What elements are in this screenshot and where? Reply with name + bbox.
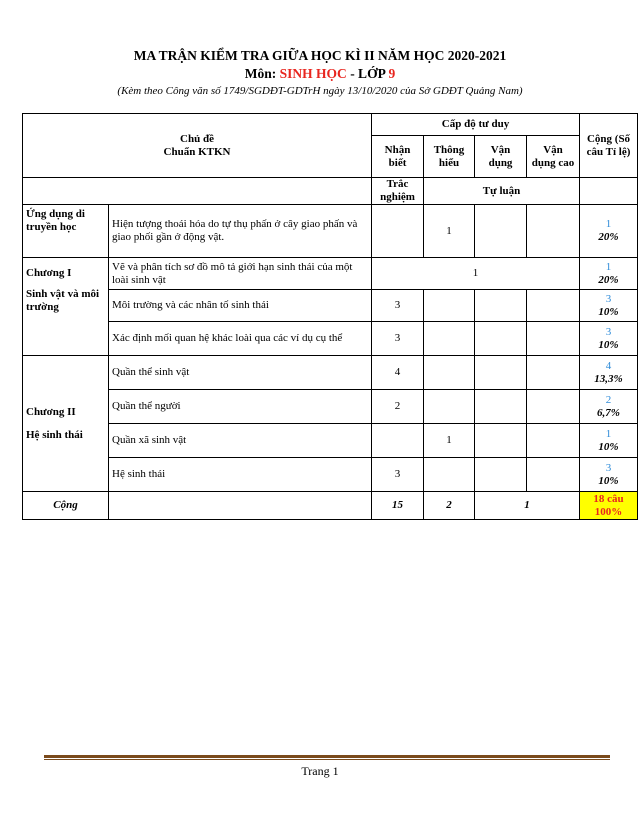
nb-cell: 2 (372, 390, 424, 424)
total-cell (580, 322, 638, 356)
col-van-dung-cao: Vận dụng cao (527, 136, 580, 178)
th-cell (424, 356, 475, 390)
grand-total-pct: 100% (594, 505, 623, 518)
vdc-cell (527, 356, 580, 390)
total-cell (580, 458, 638, 492)
document-title: MA TRẬN KIỂM TRA GIỮA HỌC KÌ II NĂM HỌC 2020-2021 (133, 48, 507, 63)
topic-chuong-1-title: Chương I (26, 267, 72, 279)
grand-total-cell (580, 492, 638, 520)
standard-cell: Môi trường và các nhân tố sinh thái (109, 290, 372, 322)
vd-cell (475, 322, 527, 356)
vd-cell (475, 390, 527, 424)
format-mc: Trắc nghiệm (372, 178, 424, 205)
total-vd: 1 (475, 492, 580, 520)
th-cell (424, 390, 475, 424)
th-cell (424, 322, 475, 356)
total-pct: 13,3% (594, 372, 623, 385)
total-count: 2 (605, 393, 612, 406)
standard-cell: Vẽ và phân tích sơ đồ mô tả giới hạn sinh thái của một loài sinh vật (109, 258, 372, 290)
total-pct: 10% (598, 305, 619, 318)
total-nb: 15 (372, 492, 424, 520)
total-cell (580, 424, 638, 458)
col-nhan-biet: Nhận biết (372, 136, 424, 178)
topic-ung-dung-di-truyen: Ứng dụng di truyền học (23, 205, 109, 258)
vd-cell (475, 290, 527, 322)
standard-cell: Quần thể người (109, 390, 372, 424)
subject-prefix: Môn: (244, 66, 280, 81)
topic-chuong-2-title: Chương II (26, 405, 76, 418)
total-th: 2 (424, 492, 475, 520)
vdc-cell (527, 205, 580, 258)
topic-chuong-1-name: Sinh vật và môi trường (26, 288, 100, 313)
vdc-cell (527, 458, 580, 492)
th-cell: 1 (424, 424, 475, 458)
vd-merged-cell: 1 (372, 258, 580, 290)
vdc-cell (527, 424, 580, 458)
vdc-cell (527, 290, 580, 322)
topic-header-line2: Chuẩn KTKN (163, 145, 231, 158)
total-cell (580, 205, 638, 258)
footer-divider-thin (44, 759, 610, 760)
total-cell (580, 290, 638, 322)
nb-cell: 3 (372, 290, 424, 322)
standard-cell: Hệ sinh thái (109, 458, 372, 492)
footer-divider (44, 755, 610, 758)
level-header: Cấp độ tư duy (372, 114, 580, 136)
total-count: 1 (605, 218, 612, 230)
topic-chuong-1 (23, 258, 109, 356)
total-count: 3 (605, 461, 612, 474)
standard-cell: Xác định mối quan hệ khác loài qua các ví dụ cụ thể (109, 322, 372, 356)
total-pct: 10% (598, 440, 619, 453)
blank-cell (23, 178, 372, 205)
vdc-cell (527, 322, 580, 356)
document-note: (Kèm theo Công văn số 1749/SGDĐT-GDTrH ngày 13/10/2020 của Sở GDĐT Quảng Nam) (117, 85, 523, 97)
col-thong-hieu: Thông hiểu (424, 136, 475, 178)
col-van-dung: Vận dụng (475, 136, 527, 178)
total-pct: 10% (598, 338, 619, 351)
exam-matrix-table (22, 113, 638, 520)
subject-name: SINH HỌC (279, 66, 347, 81)
nb-cell (372, 424, 424, 458)
format-essay: Tự luận (424, 178, 580, 205)
topic-header (23, 114, 372, 178)
standard-cell: Hiện tượng thoái hóa do tự thụ phấn ở cây giao phấn và giao phối gần ở động vật. (109, 205, 372, 258)
subject-line (0, 66, 640, 82)
blank-cell (109, 492, 372, 520)
total-pct: 20% (598, 273, 619, 286)
nb-cell: 3 (372, 322, 424, 356)
total-cell (580, 356, 638, 390)
blank-cell (580, 178, 638, 205)
nb-cell: 4 (372, 356, 424, 390)
total-header: Cộng (Số câu Tỉ lệ) (580, 114, 638, 178)
vd-cell (475, 205, 527, 258)
total-cell (580, 390, 638, 424)
vd-cell (475, 424, 527, 458)
total-cell (580, 258, 638, 290)
standard-cell: Quần xã sinh vật (109, 424, 372, 458)
total-count: 3 (605, 325, 612, 338)
topic-header-line1: Chủ đề (180, 132, 214, 145)
page-number: Trang 1 (301, 764, 339, 778)
total-pct: 6,7% (597, 406, 620, 419)
total-count: 3 (605, 292, 612, 305)
grand-total-count: 18 câu (593, 492, 624, 505)
total-row-label: Cộng (23, 492, 109, 520)
standard-cell: Quần thể sinh vật (109, 356, 372, 390)
th-cell: 1 (424, 205, 475, 258)
total-pct: 10% (598, 474, 619, 487)
topic-chuong-2 (23, 356, 109, 492)
subject-mid: - LỚP (346, 66, 389, 81)
vdc-cell (527, 390, 580, 424)
subject-grade: 9 (388, 66, 396, 81)
th-cell (424, 290, 475, 322)
th-cell (424, 458, 475, 492)
total-count: 4 (605, 359, 612, 372)
topic-chuong-2-name: Hệ sinh thái (26, 428, 83, 441)
vd-cell (475, 458, 527, 492)
total-count: 1 (605, 260, 612, 273)
nb-cell: 3 (372, 458, 424, 492)
nb-cell (372, 205, 424, 258)
vd-cell (475, 356, 527, 390)
total-count: 1 (605, 427, 612, 440)
total-pct: 20% (598, 231, 619, 243)
